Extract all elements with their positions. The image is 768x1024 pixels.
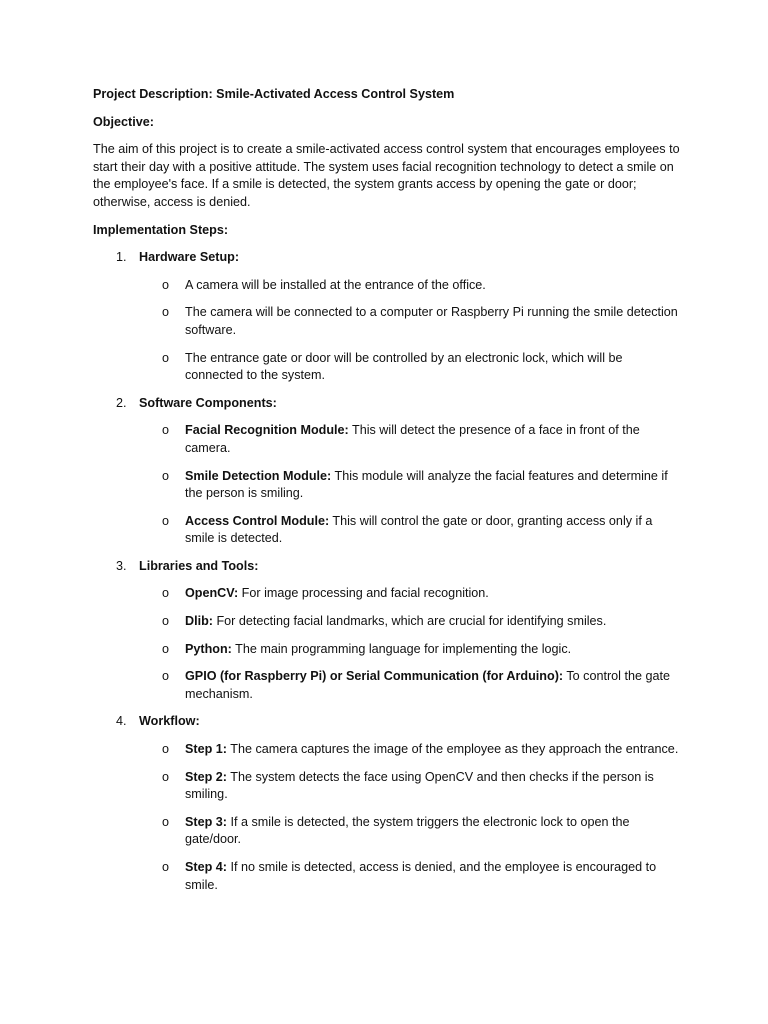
item-text: For detecting facial landmarks, which are crucial for identifying smiles. — [212, 614, 607, 629]
item-label: Step 3: — [185, 814, 227, 829]
sub-list-item — [139, 350, 683, 385]
item-label: Smile Detection Module: — [185, 468, 332, 483]
sub-list-item — [139, 422, 683, 457]
item-text: A camera will be installed at the entrance of the office. — [185, 277, 486, 292]
sub-list-item — [139, 641, 683, 659]
bullet-icon: o — [162, 614, 170, 629]
item-label: Facial Recognition Module: — [185, 423, 349, 438]
item-text: The camera will be connected to a computer or Raspberry Pi running the smile detection software. — [185, 305, 678, 337]
sub-list-item — [139, 585, 683, 603]
item-text: If no smile is detected, access is denied, and the employee is encouraged to smile. — [185, 860, 657, 892]
step-title: Libraries and Tools: — [139, 558, 259, 573]
bullet-icon: o — [162, 468, 170, 483]
step-sub-list — [139, 741, 683, 894]
item-text: To control the gate mechanism. — [185, 669, 670, 701]
sub-list-item — [139, 741, 683, 759]
step-number: 2. — [116, 395, 127, 410]
bullet-icon: o — [162, 423, 170, 438]
step-title: Workflow: — [139, 714, 200, 729]
bullet-icon: o — [162, 641, 170, 656]
bullet-icon: o — [162, 277, 170, 292]
item-label: Dlib: — [185, 614, 213, 629]
document-title: Project Description: Smile-Activated Access Control System — [93, 87, 455, 101]
implementation-heading: Implementation Steps: — [93, 222, 229, 237]
step-title: Software Components: — [139, 395, 277, 410]
bullet-icon: o — [162, 586, 170, 601]
sub-list-item — [139, 814, 683, 849]
step-title: Hardware Setup: — [139, 250, 240, 265]
step-item — [93, 713, 683, 894]
item-text: For image processing and facial recognition. — [238, 586, 489, 601]
step-sub-list — [139, 422, 683, 548]
item-text: The camera captures the image of the employee as they approach the entrance. — [227, 742, 679, 757]
bullet-icon: o — [162, 350, 170, 365]
item-text: This module will analyze the facial features and determine if the person is smiling. — [185, 468, 668, 501]
step-item — [93, 395, 683, 548]
item-label: Step 2: — [185, 769, 227, 784]
step-number: 3. — [116, 558, 127, 573]
objective-paragraph: The aim of this project is to create a smile-activated access control system that encourages employees to start their day with a positive attitude. The system uses facial recognition technology to detect a smile on the employee's face. If a smile is detected, the system grants access by opening the gate or door; otherwise, access is denied. — [93, 142, 680, 209]
bullet-icon: o — [162, 769, 170, 784]
bullet-icon: o — [162, 742, 170, 757]
item-label: OpenCV: — [185, 586, 239, 601]
item-text: This will detect the presence of a face in front of the camera. — [185, 423, 640, 455]
step-sub-list — [139, 585, 683, 703]
objective-heading: Objective: — [93, 114, 154, 129]
sub-list-item — [139, 769, 683, 804]
sub-list-item — [139, 304, 683, 339]
sub-list-item — [139, 859, 683, 894]
item-label: Step 1: — [185, 742, 227, 757]
step-item — [93, 249, 683, 385]
item-text: The entrance gate or door will be controlled by an electronic lock, which will be connected to the system. — [185, 350, 623, 383]
item-label: Step 4: — [185, 860, 227, 874]
item-text: This will control the gate or door, granting access only if a smile is detected. — [185, 513, 653, 546]
item-label: Access Control Module: — [185, 513, 330, 528]
sub-list-item — [139, 613, 683, 631]
implementation-steps-list — [93, 249, 683, 894]
step-number: 1. — [116, 250, 127, 265]
sub-list-item — [139, 513, 683, 548]
step-item — [93, 558, 683, 704]
bullet-icon: o — [162, 513, 170, 528]
item-label: Python: — [185, 641, 232, 656]
bullet-icon: o — [162, 305, 170, 320]
sub-list-item — [139, 468, 683, 503]
document-body — [93, 86, 683, 904]
item-text: The system detects the face using OpenCV and then checks if the person is smiling. — [185, 769, 654, 802]
sub-list-item — [139, 668, 683, 703]
item-text: If a smile is detected, the system triggers the electronic lock to open the gate/door. — [185, 814, 630, 847]
step-number: 4. — [116, 714, 127, 729]
item-text: The main programming language for implementing the logic. — [231, 641, 572, 656]
bullet-icon: o — [162, 814, 170, 829]
bullet-icon: o — [162, 669, 170, 684]
sub-list-item — [139, 277, 683, 295]
bullet-icon: o — [162, 860, 170, 874]
item-label: GPIO (for Raspberry Pi) or Serial Communication (for Arduino): — [185, 669, 564, 684]
step-sub-list — [139, 277, 683, 385]
